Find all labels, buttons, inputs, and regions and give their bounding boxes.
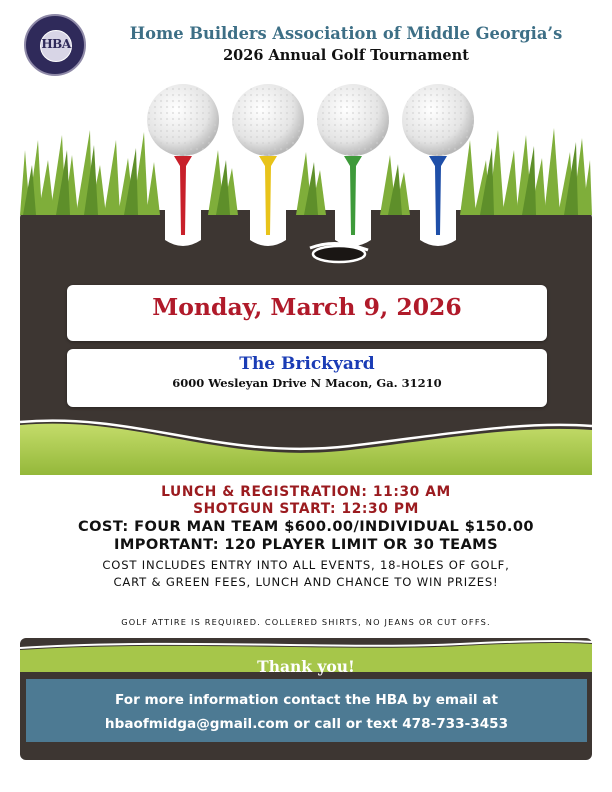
shotgun-start-time: SHOTGUN START: 12:30 PM <box>193 501 419 517</box>
logo-mark: HBA <box>41 37 71 51</box>
golf-ball-3 <box>317 84 389 156</box>
date-banner <box>67 285 547 341</box>
includes-line-2: CART & GREEN FEES, LUNCH AND CHANCE TO WIN PRIZES! <box>113 575 499 589</box>
contact-line-1: For more information contact the HBA by email at <box>115 692 498 708</box>
thank-you-text: Thank you! <box>257 657 355 676</box>
player-limit-line: IMPORTANT: 120 PLAYER LIMIT OR 30 TEAMS <box>113 536 498 553</box>
event-date: Monday, March 9, 2026 <box>152 293 462 321</box>
includes-line-1: COST INCLUDES ENTRY INTO ALL EVENTS, 18-HOLES OF GOLF, <box>102 558 510 572</box>
golf-ball-2 <box>232 84 304 156</box>
cost-line: COST: FOUR MAN TEAM $600.00/INDIVIDUAL $150.00 <box>78 518 534 535</box>
golf-ball-1 <box>147 84 219 156</box>
lunch-registration-time: LUNCH & REGISTRATION: 11:30 AM <box>161 484 451 500</box>
attire-note: GOLF ATTIRE IS REQUIRED. COLLERED SHIRTS, NO JEANS OR CUT OFFS. <box>121 617 491 627</box>
venue-name: The Brickyard <box>239 354 375 374</box>
venue-address: 6000 Wesleyan Drive N Macon, Ga. 31210 <box>172 376 442 390</box>
grass <box>20 128 592 215</box>
contact-line-2: hbaofmidga@gmail.com or call or text 478-733-3453 <box>104 716 509 732</box>
organization-title: Home Builders Association of Middle Georgia’s <box>129 24 563 43</box>
logo-emblem <box>40 30 72 62</box>
golf-balls-artwork <box>20 80 592 475</box>
venue-banner <box>67 349 547 407</box>
golf-ball-4 <box>402 84 474 156</box>
event-title: 2026 Annual Golf Tournament <box>223 47 469 64</box>
contact-box <box>26 679 587 742</box>
hba-logo <box>24 14 86 76</box>
